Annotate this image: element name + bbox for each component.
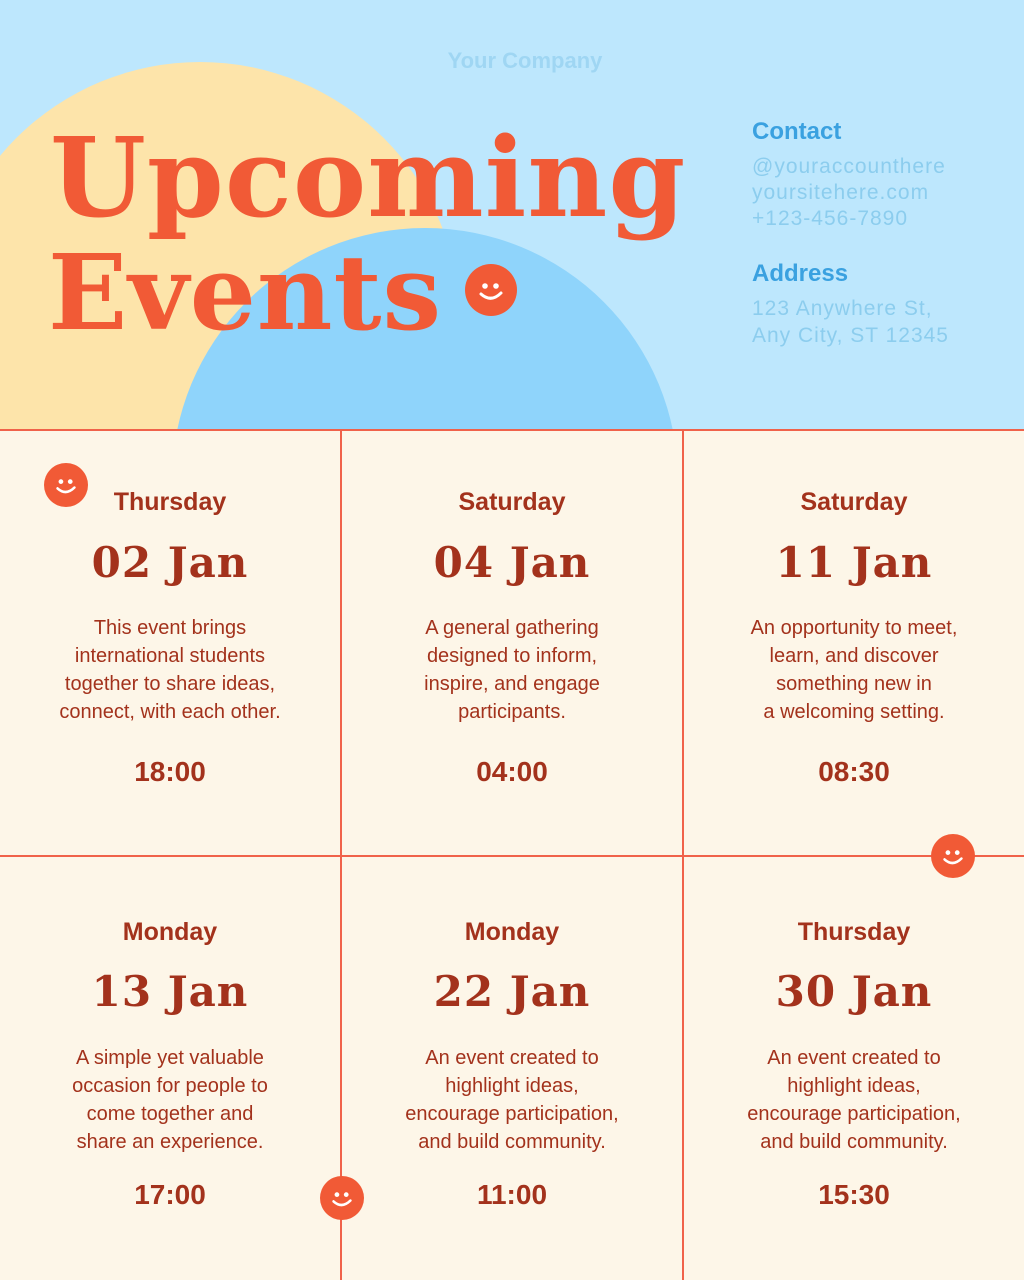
event-card: [684, 857, 1024, 1280]
event-description: A general gathering designed to inform, inspire, and engage participants.: [424, 617, 600, 723]
smiley-face-icon: [931, 834, 975, 878]
event-date: 13 Jan: [91, 967, 249, 1016]
event-date: 04 Jan: [433, 538, 591, 587]
event-date: 22 Jan: [433, 967, 591, 1016]
event-card: [684, 430, 1024, 855]
contact-phone: +123-456-7890: [752, 207, 909, 230]
event-time: 17:00: [134, 1179, 206, 1210]
header: [0, 0, 1024, 430]
event-time: 15:30: [818, 1179, 890, 1210]
address-line-2: Any City, ST 12345: [752, 324, 949, 347]
event-description: An event created to highlight ideas, encourage participation, and build community.: [405, 1047, 619, 1153]
event-description: This event brings international students together to share ideas, connect, with each other.: [59, 617, 281, 723]
event-time: 11:00: [476, 1179, 548, 1210]
event-card: [342, 857, 682, 1280]
contact-website: yoursitehere.com: [752, 181, 930, 204]
event-description: An opportunity to meet, learn, and discover something new in a welcoming setting.: [750, 617, 958, 723]
event-day: Monday: [122, 918, 218, 946]
event-day: Thursday: [797, 918, 911, 946]
smiley-face-icon: [320, 1176, 364, 1220]
event-description: An event created to highlight ideas, encourage participation, and build community.: [747, 1047, 961, 1153]
event-day: Thursday: [113, 488, 227, 516]
event-card: [0, 857, 340, 1280]
event-time: 18:00: [134, 756, 206, 787]
event-description: A simple yet valuable occasion for people to come together and share an experience.: [72, 1047, 268, 1153]
event-time: 04:00: [476, 756, 548, 787]
contact-heading: Contact: [752, 118, 842, 145]
event-day: Monday: [464, 918, 560, 946]
address-heading: Address: [752, 260, 849, 287]
event-day: Saturday: [800, 488, 908, 516]
title-line-2: Events: [48, 231, 443, 354]
contact-handle: @youraccounthere: [752, 155, 946, 178]
event-card: [342, 430, 682, 855]
event-day: Saturday: [458, 488, 566, 516]
event-date: 11 Jan: [775, 538, 933, 587]
address-line-1: 123 Anywhere St,: [752, 297, 933, 320]
smiley-face-icon: [44, 463, 88, 507]
event-time: 08:30: [818, 756, 890, 787]
smiley-face-icon: [465, 264, 517, 316]
company-name: Your Company: [447, 48, 603, 73]
event-date: 02 Jan: [91, 538, 249, 587]
event-date: 30 Jan: [775, 967, 933, 1016]
title-line-1: Upcoming: [50, 113, 687, 242]
